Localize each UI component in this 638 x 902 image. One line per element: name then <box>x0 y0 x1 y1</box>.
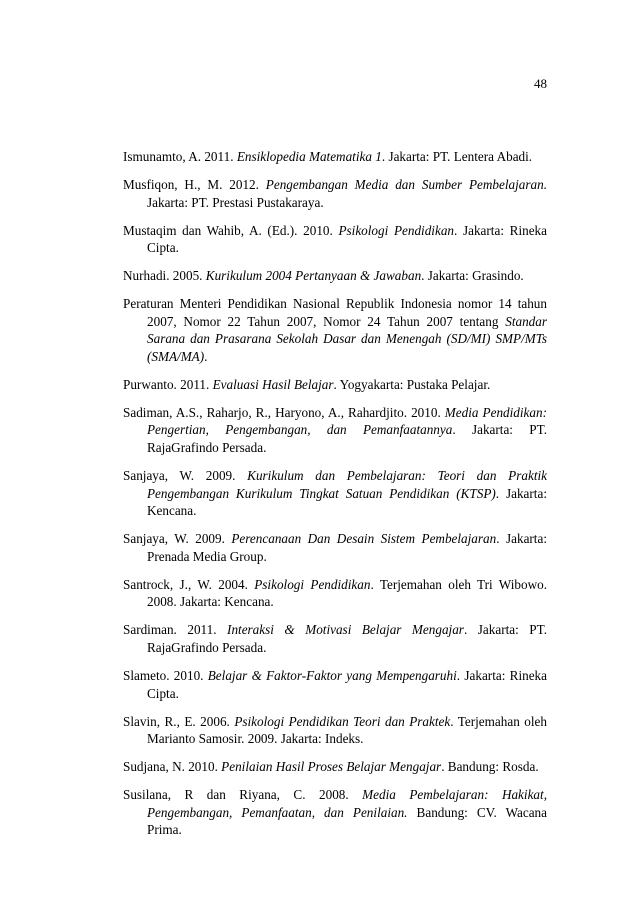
reference-publisher: . Jakarta: PT. Lentera Abadi. <box>381 149 533 164</box>
reference-list <box>123 148 547 849</box>
reference-author-year: Santrock, J., W. 2004. <box>123 576 255 592</box>
reference-title: Psikologi Pendidikan Teori dan Praktek <box>234 713 451 729</box>
reference-author-year: Sanjaya, W. 2009. <box>123 531 232 547</box>
reference-entry <box>123 758 547 776</box>
reference-author-year: Sanjaya, W. 2009. <box>123 468 248 484</box>
reference-publisher: . Jakarta: Prenada Media Group. <box>147 531 547 564</box>
reference-entry <box>123 148 547 166</box>
reference-author-year: Slameto. 2010. <box>123 667 208 683</box>
reference-entry <box>123 621 547 656</box>
reference-publisher: Bandung: CV. Wacana Prima. <box>147 804 548 838</box>
reference-publisher: . Jakarta: Rineka Cipta. <box>147 667 548 701</box>
reference-entry <box>123 786 547 839</box>
reference-title: Media Pendidikan: Pengertian, Pengembangan, dan Pemanfaatannya <box>147 404 547 438</box>
reference-author-year: Susilana, R dan Riyana, C. 2008. <box>123 787 363 803</box>
reference-title: Standar Sarana dan Prasarana Sekolah Dasar dan Menengah (SD/MI) SMP/MTs (SMA/MA) <box>147 313 547 364</box>
reference-publisher: . Terjemahan oleh Marianto Samosir. 2009. Jakarta: Indeks. <box>147 713 547 747</box>
reference-title: Belajar & Faktor-Faktor yang Mempengaruhi <box>207 667 457 683</box>
reference-entry <box>123 667 547 702</box>
reference-entry <box>123 176 547 211</box>
reference-title: Interaksi & Motivasi Belajar Mengajar <box>227 622 464 638</box>
reference-author-year: Peraturan Menteri Pendidikan Nasional Republik Indonesia nomor 14 tahun 2007, Nomor 22 Tahun 2007, Nomor 24 Tahun 2007 tentang <box>123 296 547 329</box>
reference-publisher: . Jakarta: PT. RajaGrafindo Persada. <box>147 422 547 456</box>
reference-entry <box>123 467 547 520</box>
reference-title: Ensiklopedia Matematika 1 <box>236 149 382 164</box>
reference-author-year: Purwanto. 2011. <box>123 376 213 392</box>
page-number: 48 <box>534 76 547 91</box>
reference-entry <box>123 713 547 748</box>
reference-author-year: Sardiman. 2011. <box>123 622 228 638</box>
reference-entry <box>123 295 547 365</box>
reference-entry <box>123 222 547 257</box>
reference-title: Media Pembelajaran: Hakikat, Pengembangan, Pemanfaatan, dan Penilaian. <box>147 787 547 820</box>
reference-author-year: Nurhadi. 2005. <box>123 268 206 284</box>
reference-title: Pengembangan Media dan Sumber Pembelajaran. <box>265 176 547 192</box>
reference-title: Psikologi Pendidikan <box>254 576 371 592</box>
reference-title: Kurikulum dan Pembelajaran: Teori dan Praktik Pengembangan Kurikulum Tingkat Satuan Pendidikan (KTSP) <box>147 468 547 501</box>
reference-entry <box>123 404 547 457</box>
reference-entry <box>123 267 547 285</box>
reference-title: Kurikulum 2004 Pertanyaan & Jawaban <box>205 268 422 284</box>
reference-author-year: Musfiqon, H., M. 2012. <box>123 176 266 192</box>
reference-publisher: . Bandung: Rosda. <box>441 759 539 775</box>
reference-author-year: Slavin, R., E. 2006. <box>123 713 235 729</box>
reference-author-year: Ismunamto, A. 2011. <box>123 149 237 164</box>
reference-title: Evaluasi Hasil Belajar <box>212 376 334 392</box>
reference-title: Perencanaan Dan Desain Sistem Pembelajaran <box>231 531 497 547</box>
reference-entry <box>123 530 547 565</box>
reference-publisher: Jakarta: PT. Prestasi Pustakaraya. <box>147 194 324 210</box>
reference-publisher: . Terjemahan oleh Tri Wibowo. 2008. Jakarta: Kencana. <box>147 576 547 610</box>
reference-title: Psikologi Pendidikan <box>338 222 455 238</box>
reference-publisher: . Jakarta: Kencana. <box>147 485 547 519</box>
reference-publisher: . Jakarta: PT. RajaGrafindo Persada. <box>147 622 547 655</box>
reference-author-year: Sudjana, N. 2010. <box>123 759 222 775</box>
reference-publisher: . Jakarta: Rineka Cipta. <box>147 222 548 256</box>
reference-entry <box>123 376 547 394</box>
reference-author-year: Sadiman, A.S., Raharjo, R., Haryono, A., Rahardjito. 2010. <box>123 404 445 420</box>
reference-publisher: . Jakarta: Grasindo. <box>421 268 524 284</box>
reference-author-year: Mustaqim dan Wahib, A. (Ed.). 2010. <box>123 222 339 238</box>
reference-entry <box>123 576 547 611</box>
reference-publisher: . Yogyakarta: Pustaka Pelajar. <box>333 376 491 392</box>
reference-title: Penilaian Hasil Proses Belajar Mengajar <box>221 759 442 775</box>
reference-publisher: . <box>204 348 208 364</box>
